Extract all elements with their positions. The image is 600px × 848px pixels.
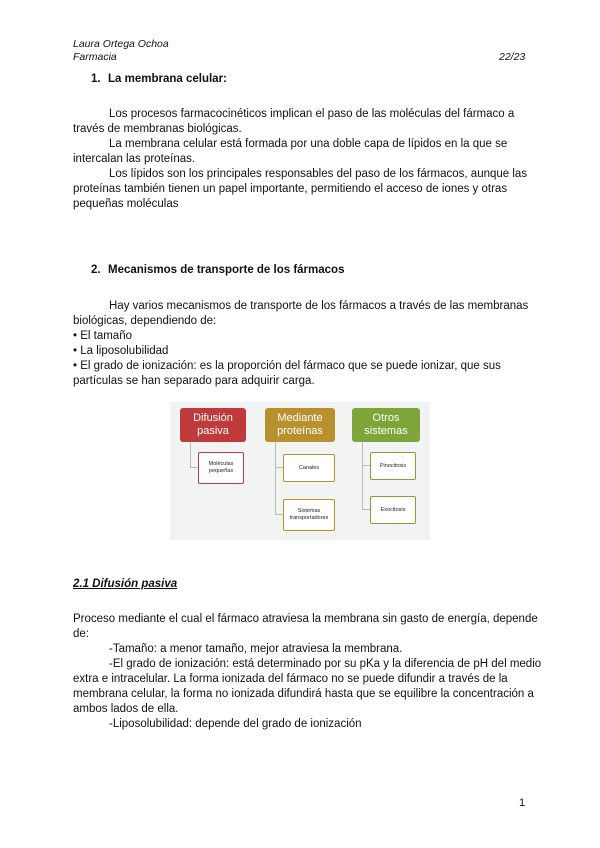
connector <box>190 467 198 468</box>
bullet-item: • La liposolubilidad <box>73 345 169 357</box>
bullet-item: • El grado de ionización: es la proporción del fármaco que se puede ionizar, que sus <box>73 360 501 372</box>
paragraph-line: Los lípidos son los principales responsables del paso de los fármacos, aunque las <box>109 168 528 180</box>
section2-body <box>73 299 528 389</box>
item-transport-systems: Sistemas transportadores <box>283 499 335 531</box>
item-small-molecules: Moléculas pequeñas <box>198 452 244 484</box>
connector <box>275 514 283 515</box>
paragraph-line: intercalan las proteínas. <box>73 153 196 165</box>
bullet-item: • El tamaño <box>73 330 132 342</box>
paragraph-line: biológicas, dependiendo de: <box>73 315 217 327</box>
paragraph-line: Proceso mediante el cual el fármaco atraviesa la membrana sin gasto de energía, depende <box>73 613 538 625</box>
section1-title: La membrana celular: <box>108 73 227 85</box>
connector <box>362 465 370 466</box>
paragraph-line: extra e intracelular. La forma ionizada del fármaco no se puede difundir a través de la <box>73 673 508 685</box>
paragraph-line: -Liposolubilidad: depende del grado de ionización <box>109 718 362 730</box>
transport-mechanisms-diagram <box>170 402 430 540</box>
paragraph-line: -Tamaño: a menor tamaño, mejor atraviesa la membrana. <box>109 643 403 655</box>
paragraph-line: -El grado de ionización: está determinado por su pKa y la diferencia de pH del medio <box>109 658 542 670</box>
paragraph-line: ambos lados de ella. <box>73 703 179 715</box>
paragraph-line: membrana celular, la forma no ionizada difundirá hasta que se equilibre la concentración a <box>73 688 534 700</box>
section21-title: 2.1 Difusión pasiva <box>73 578 178 590</box>
paragraph-line: partículas se han separado para adquirir carga. <box>73 375 315 387</box>
connector <box>362 442 363 510</box>
connector <box>275 467 283 468</box>
header-date: 22/23 <box>499 51 526 63</box>
paragraph-line: Los procesos farmacocinéticos implican el paso de las moléculas del fármaco a <box>109 108 515 120</box>
paragraph-line: Hay varios mecanismos de transporte de los fármacos a través de las membranas <box>109 300 529 312</box>
category-protein-mediated: Mediante proteínas <box>265 408 335 442</box>
page-number: 1 <box>519 797 526 809</box>
section2-title: Mecanismos de transporte de los fármacos <box>108 264 345 276</box>
category-other-systems: Otros sistemas <box>352 408 420 442</box>
header-author: Laura Ortega Ochoa <box>73 38 169 50</box>
item-exocytosis: Exocitosis <box>370 496 416 524</box>
paragraph-line: La membrana celular está formada por una doble capa de lípidos en la que se <box>109 138 508 150</box>
item-pinocytosis: Pinocitosis <box>370 452 416 480</box>
paragraph-line: través de membranas biológicas. <box>73 123 242 135</box>
paragraph-line: pequeñas moléculas <box>73 198 179 210</box>
section21-body <box>73 612 541 732</box>
item-channels: Canales <box>283 454 335 482</box>
section1-number: 1. <box>91 73 101 85</box>
connector <box>275 442 276 514</box>
connector <box>190 442 191 468</box>
category-passive-diffusion: Difusión pasiva <box>180 408 246 442</box>
paragraph-line: de: <box>73 628 89 640</box>
paragraph-line: proteínas también tienen un papel importante, permitiendo el acceso de iones y otras <box>73 183 508 195</box>
connector <box>362 509 370 510</box>
section1-body <box>73 107 527 212</box>
header-subject: Farmacia <box>73 51 117 63</box>
section2-number: 2. <box>91 264 101 276</box>
